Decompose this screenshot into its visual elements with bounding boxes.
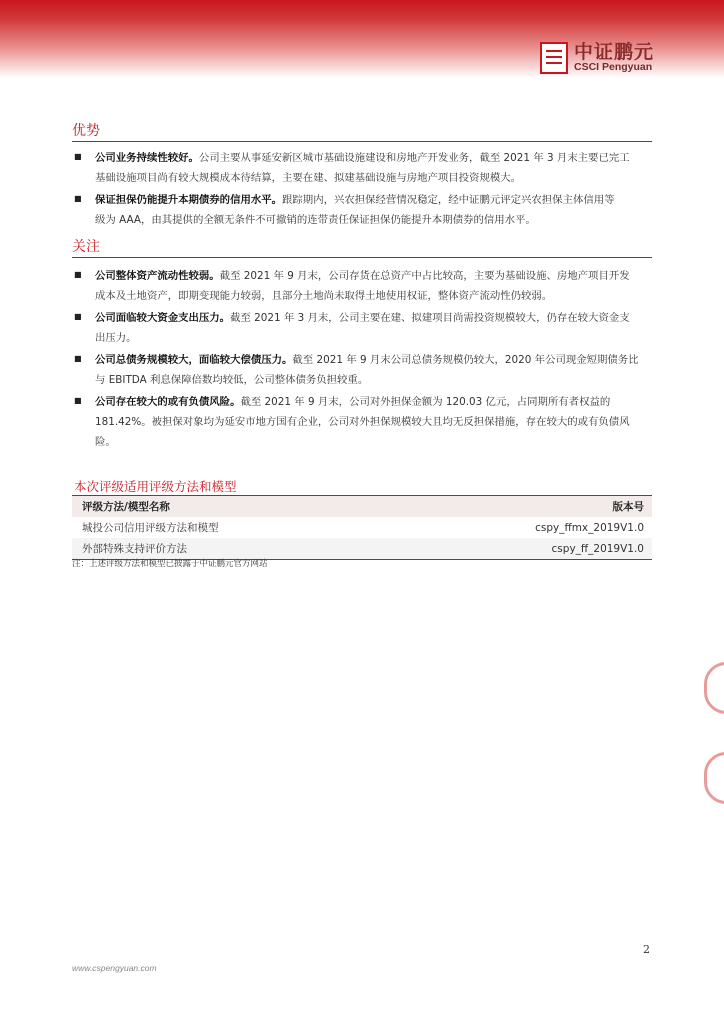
methods-table-title: 本次评级适用评级方法和模型 xyxy=(74,479,237,494)
method-name: 外部特殊支持评价方法 xyxy=(82,543,187,555)
advantages-heading: 优势 xyxy=(72,123,100,139)
table-header-row xyxy=(72,495,652,517)
concern-item-1-title: 公司整体资产流动性较弱。 xyxy=(95,270,220,282)
concern-item-4-line-3: 险。 xyxy=(95,436,116,448)
concern-item-3-title: 公司总债务规模较大，面临较大偿债压力。 xyxy=(95,354,293,366)
advantage-item-1-title: 公司业务持续性较好。 xyxy=(95,152,199,164)
advantage-item-1 xyxy=(95,148,652,188)
logo-mark-icon xyxy=(540,42,568,74)
method-version: cspy_ffmx_2019V1.0 xyxy=(535,521,644,534)
concerns-heading: 关注 xyxy=(72,239,100,255)
concern-item-4 xyxy=(95,392,652,452)
advantage-item-1-line-1: 公司主要从事延安新区城市基础设施建设和房地产开发业务，截至 2021 年 3 月末主要已完工 xyxy=(198,152,630,164)
company-logo xyxy=(540,40,654,76)
bullet-icon: ■ xyxy=(74,312,82,321)
concern-item-4-title: 公司存在较大的或有负债风险。 xyxy=(95,396,241,408)
method-version: cspy_ff_2019V1.0 xyxy=(551,542,644,555)
concern-item-2-line-1: 截至 2021 年 3 月末，公司主要在建、拟建项目尚需投资规模较大，仍存在较大资金支 xyxy=(230,312,630,324)
footer-website: www.cspengyuan.com xyxy=(72,963,157,973)
bullet-icon: ■ xyxy=(74,194,82,203)
page-number: 2 xyxy=(643,943,650,956)
bullet-icon: ■ xyxy=(74,152,82,161)
concern-item-4-line-2: 181.42%。被担保对象均为延安市地方国有企业，公司对外担保规模较大且均无反担保措施，存在较大的或有负债风 xyxy=(95,416,630,428)
concerns-divider xyxy=(72,257,652,258)
table-header-name: 评级方法/模型名称 xyxy=(82,501,170,513)
bullet-icon: ■ xyxy=(74,354,82,363)
table-row xyxy=(72,517,652,538)
bullet-icon: ■ xyxy=(74,396,82,405)
advantage-item-2-line-2: 级为 AAA，由其提供的全额无条件不可撤销的连带责任保证担保仍能提升本期债券的信用水平。 xyxy=(95,214,536,226)
concern-item-2-line-2: 出压力。 xyxy=(95,332,137,344)
logo-english-name: CSCI Pengyuan xyxy=(574,60,653,73)
concern-item-2-title: 公司面临较大资金支出压力。 xyxy=(95,312,231,324)
table-header-version: 版本号 xyxy=(612,501,644,513)
logo-chinese-name: 中证鹏元 xyxy=(574,40,655,63)
concern-item-3-line-1: 截至 2021 年 9 月末公司总债务规模仍较大，2020 年公司现金短期债务比 xyxy=(292,354,639,366)
concern-item-1-line-1: 截至 2021 年 9 月末，公司存货在总资产中占比较高，主要为基础设施、房地产项目开发 xyxy=(219,270,630,282)
advantage-item-2-title: 保证担保仍能提升本期债券的信用水平。 xyxy=(95,194,283,206)
seal-stamp-icon xyxy=(704,662,724,714)
concern-item-2 xyxy=(95,308,652,348)
table-note: 注：上述评级方法和模型已披露于中证鹏元官方网站 xyxy=(72,559,268,569)
seal-stamp-icon xyxy=(704,752,724,804)
advantage-item-1-line-2: 基础设施项目尚有较大规模成本待结算，主要在建、拟建基础设施与房地产项目投资规模大。 xyxy=(95,172,522,184)
concern-item-3-line-2: 与 EBITDA 利息保障倍数均较低，公司整体债务负担较重。 xyxy=(95,374,369,386)
method-name: 城投公司信用评级方法和模型 xyxy=(82,522,219,534)
concern-item-3 xyxy=(95,350,652,390)
table-row xyxy=(72,538,652,559)
advantage-item-2 xyxy=(95,190,652,230)
methods-table xyxy=(72,495,652,560)
concern-item-4-line-1: 截至 2021 年 9 月末，公司对外担保金额为 120.03 亿元，占同期所有者权益的 xyxy=(240,396,611,408)
bullet-icon: ■ xyxy=(74,270,82,279)
concern-item-1 xyxy=(95,266,652,306)
advantages-divider xyxy=(72,141,652,142)
advantage-item-2-line-1: 跟踪期内，兴农担保经营情况稳定，经中证鹏元评定兴农担保主体信用等 xyxy=(282,194,615,206)
concern-item-1-line-2: 成本及土地资产，即期变现能力较弱，且部分土地尚未取得土地使用权证，整体资产流动性仍较弱。 xyxy=(95,290,553,302)
